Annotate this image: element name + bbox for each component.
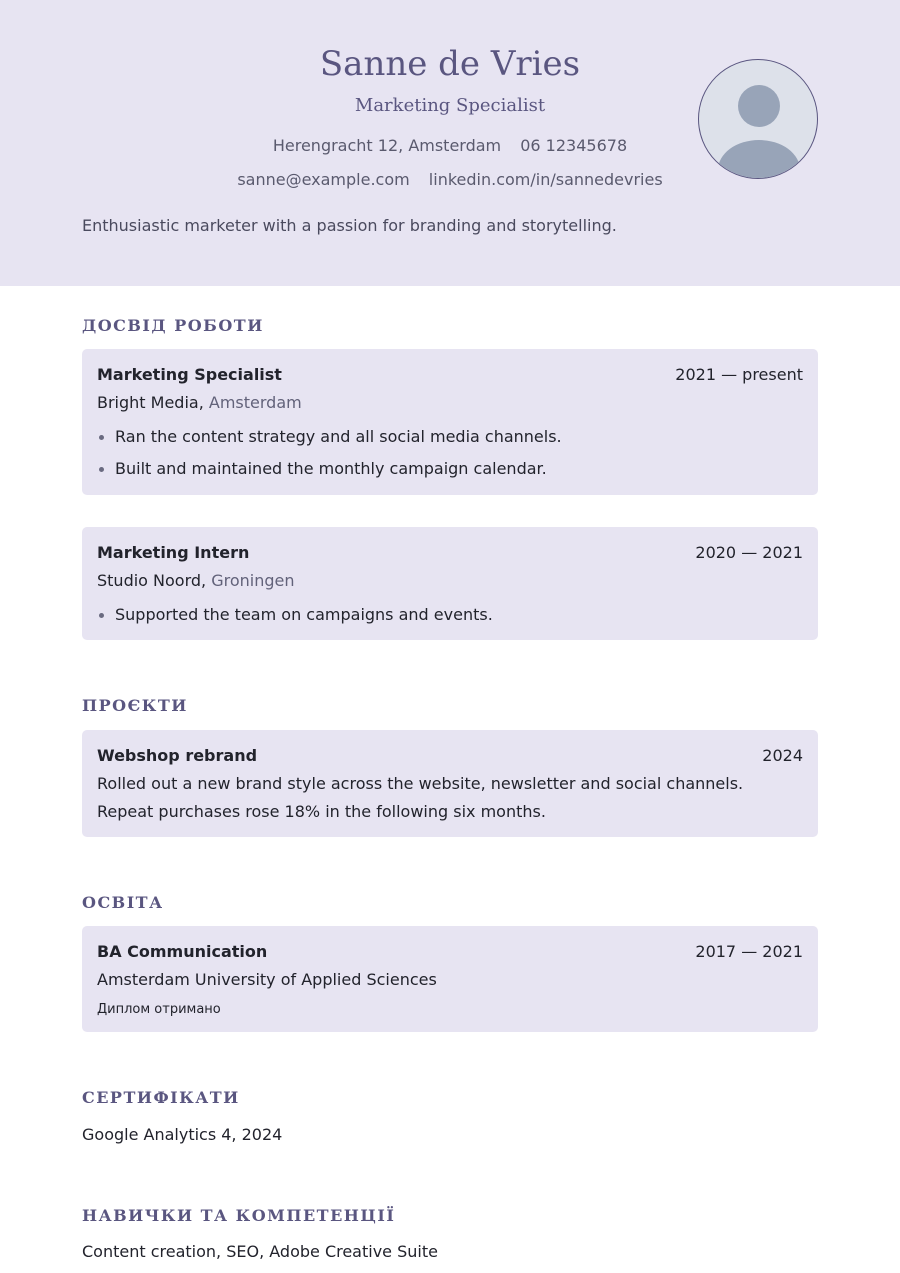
education-school: Amsterdam University of Applied Sciences xyxy=(97,970,437,989)
section-title-skills: НАВИЧКИ ТА КОМПЕТЕНЦІЇ xyxy=(82,1206,396,1225)
job-bullet: Ran the content strategy and all social media channels. xyxy=(97,427,562,459)
job-company-line xyxy=(97,571,295,590)
section-title-certificates: СЕРТИФІКАТИ xyxy=(82,1088,240,1107)
job-dates: 2020 — 2021 xyxy=(695,543,803,562)
candidate-name: Sanne de Vries xyxy=(319,44,581,84)
education-card xyxy=(82,926,818,1032)
job-bullets xyxy=(97,427,562,491)
email-link[interactable]: sanne@example.com xyxy=(237,170,410,189)
job-title: Marketing Specialist xyxy=(97,365,282,384)
job-dates: 2021 — present xyxy=(675,365,803,384)
address-text: Herengracht 12, Amsterdam xyxy=(272,136,502,155)
section-title-projects: ПРОЄКТИ xyxy=(82,696,188,715)
project-title: Webshop rebrand xyxy=(97,746,258,765)
job-bullets xyxy=(97,605,493,637)
job-bullet: Supported the team on campaigns and events. xyxy=(97,605,493,637)
job-company: Studio Noord, xyxy=(97,571,207,590)
avatar-head-shape xyxy=(738,85,780,127)
avatar-body-shape xyxy=(718,140,800,179)
job-company-line xyxy=(97,393,302,412)
section-title-experience: ДОСВІД РОБОТИ xyxy=(82,316,264,335)
job-title: Marketing Intern xyxy=(97,543,250,562)
section-title-education: ОСВІТА xyxy=(82,893,164,912)
experience-card xyxy=(82,527,818,640)
phone-text: 06 12345678 xyxy=(520,136,628,155)
project-card xyxy=(82,730,818,837)
job-company: Bright Media, xyxy=(97,393,204,412)
linkedin-link[interactable]: linkedin.com/in/sannedevries xyxy=(428,170,663,189)
avatar-placeholder-icon xyxy=(698,59,818,179)
job-location: Amsterdam xyxy=(208,393,302,412)
candidate-headline: Marketing Specialist xyxy=(354,95,546,116)
certificates-text: Google Analytics 4, 2024 xyxy=(82,1125,283,1144)
job-bullet: Built and maintained the monthly campaign calendar. xyxy=(97,459,562,491)
resume-header xyxy=(0,0,900,286)
project-year: 2024 xyxy=(762,746,803,765)
job-location: Groningen xyxy=(211,571,295,590)
experience-card xyxy=(82,349,818,495)
education-note: Диплом отримано xyxy=(97,1002,221,1017)
project-description: Rolled out a new brand style across the website, newsletter and social channels. Repeat purchases rose 18% in the following six months. xyxy=(97,774,744,821)
education-dates: 2017 — 2021 xyxy=(695,942,803,961)
skills-text: Content creation, SEO, Adobe Creative Suite xyxy=(82,1242,438,1261)
education-degree: BA Communication xyxy=(97,942,268,961)
summary-text: Enthusiastic marketer with a passion for branding and storytelling. xyxy=(82,216,617,235)
